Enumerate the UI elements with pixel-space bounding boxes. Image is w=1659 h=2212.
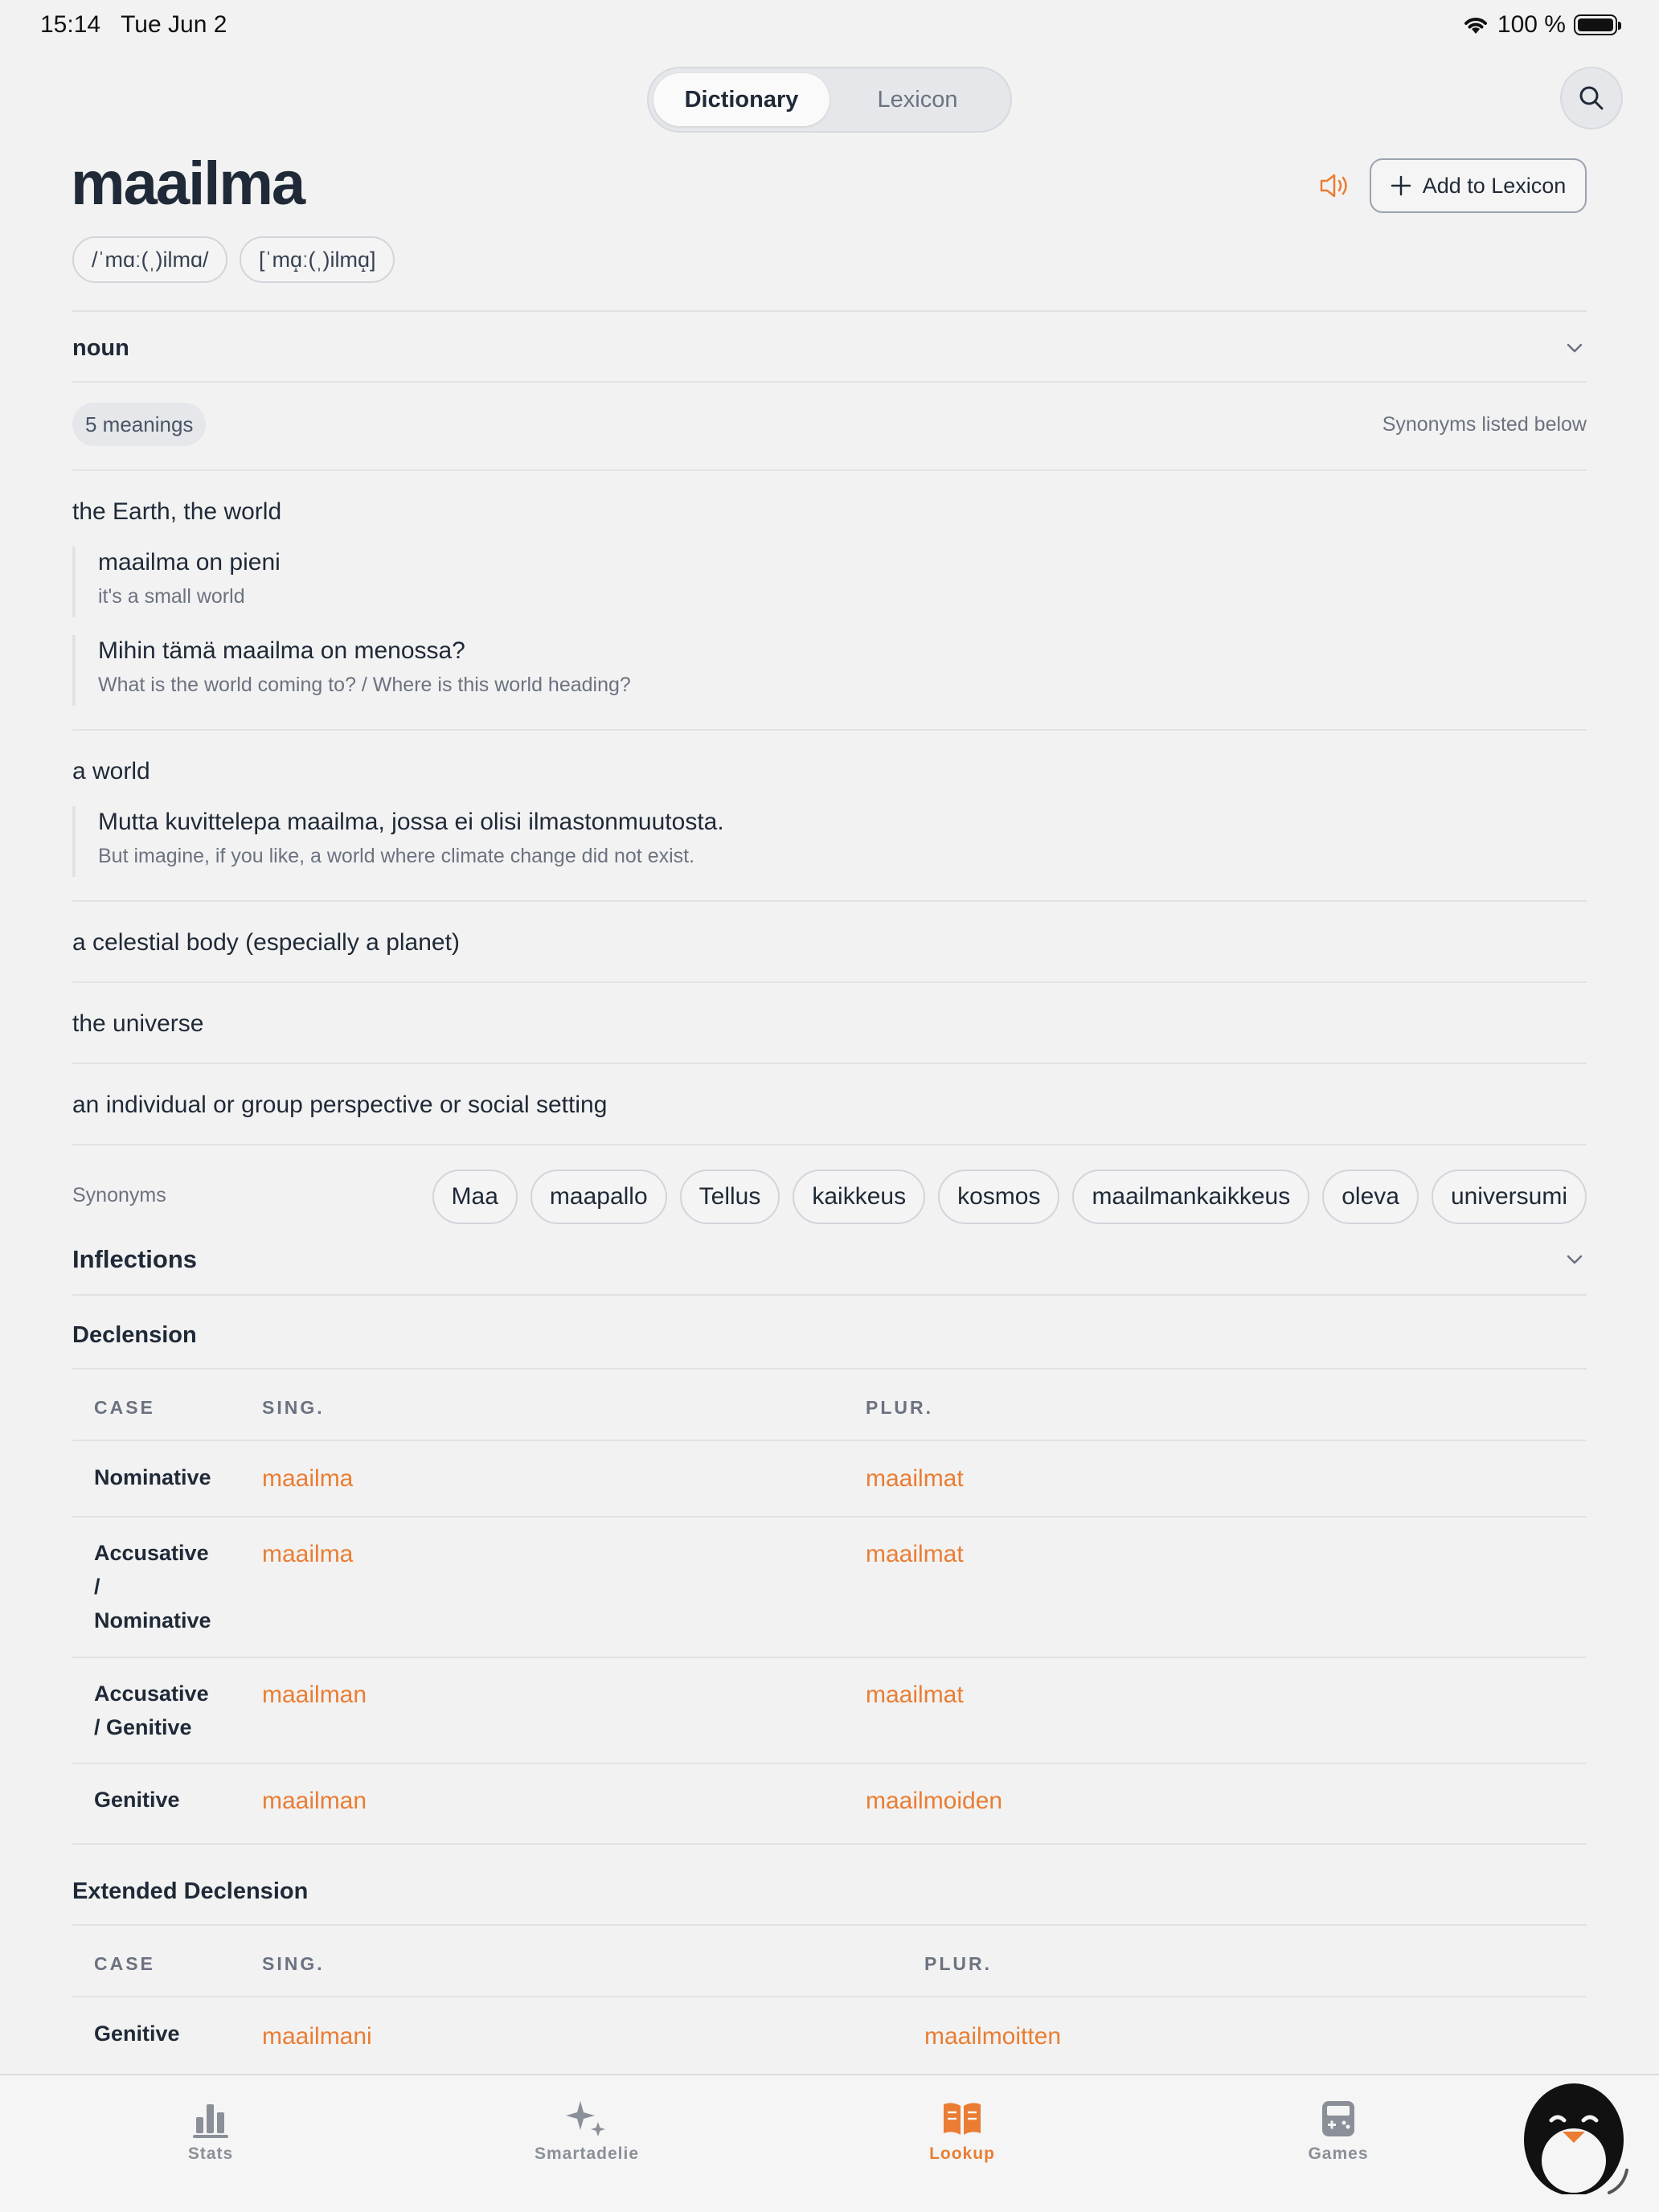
- battery-percent: 100 %: [1497, 11, 1566, 38]
- tab-lexicon[interactable]: Lexicon: [877, 86, 958, 113]
- divider: [72, 1144, 1587, 1145]
- divider: [72, 729, 1587, 731]
- singular-form[interactable]: maailma: [262, 1465, 354, 1492]
- pronunciation-phonemic[interactable]: /ˈmɑː(ˌ)ilmɑ/: [72, 236, 227, 283]
- example-finnish: Mutta kuvittelepa maailma, jossa ei olisi ilmastonmuutosta.: [98, 809, 724, 835]
- view-switcher: [647, 67, 1012, 133]
- search-icon: [1578, 84, 1605, 112]
- singular-form[interactable]: maailmani: [262, 2023, 372, 2050]
- divider: [72, 1996, 1587, 1997]
- example-english: But imagine, if you like, a world where climate change did not exist.: [98, 845, 695, 867]
- divider: [72, 1763, 1587, 1764]
- search-button[interactable]: [1560, 67, 1623, 129]
- add-to-lexicon-button[interactable]: [1370, 158, 1587, 213]
- add-button-label: Add to Lexicon: [1422, 173, 1567, 198]
- book-icon: [941, 2099, 983, 2138]
- divider: [72, 1294, 1587, 1296]
- column-header-plural: PLUR.: [866, 1397, 933, 1418]
- divider: [72, 981, 1587, 983]
- divider: [72, 310, 1587, 312]
- tab-lookup[interactable]: [866, 2099, 1059, 2164]
- example: [72, 635, 631, 706]
- plural-form[interactable]: maailmat: [866, 1541, 964, 1567]
- column-header-singular: SING.: [262, 1397, 325, 1418]
- synonym-chip[interactable]: Maa: [432, 1169, 518, 1224]
- column-header-singular: SING.: [262, 1953, 325, 1974]
- divider: [72, 1657, 1587, 1658]
- plus-icon: [1391, 175, 1411, 196]
- synonym-chip[interactable]: kaikkeus: [793, 1169, 925, 1224]
- declension-title: Declension: [72, 1322, 197, 1348]
- divider: [72, 900, 1587, 902]
- pronunciation-phonetic[interactable]: [ˈmɑ̝ː(ˌ)ilmɑ̝]: [240, 236, 395, 283]
- meaning-definition: an individual or group perspective or social setting: [72, 1092, 608, 1118]
- synonym-chip[interactable]: universumi: [1432, 1169, 1587, 1224]
- inflections-title: Inflections: [72, 1245, 198, 1273]
- headword: maailma: [71, 150, 305, 218]
- penguin-mascot-icon[interactable]: [1519, 2074, 1632, 2194]
- divider: [72, 1368, 1587, 1370]
- divider: [72, 1063, 1587, 1064]
- extended-declension-title: Extended Declension: [72, 1878, 309, 1904]
- synonyms-list: [432, 1169, 1587, 1224]
- chevron-down-icon: [1563, 1247, 1587, 1272]
- example-finnish: Mihin tämä maailma on menossa?: [98, 637, 465, 664]
- example: [72, 806, 724, 877]
- case-name: Genitive: [94, 1788, 180, 1812]
- example-english: What is the world coming to? / Where is this world heading?: [98, 674, 631, 696]
- tab-label: Stats: [187, 2144, 234, 2163]
- meaning-definition: a celestial body (especially a planet): [72, 929, 460, 956]
- bar-chart-icon: [190, 2099, 231, 2138]
- battery-icon: [1574, 14, 1617, 35]
- synonym-chip[interactable]: oleva: [1322, 1169, 1419, 1224]
- inflections-section-header[interactable]: [72, 1242, 1587, 1277]
- example: [72, 547, 281, 617]
- meaning-definition: a world: [72, 758, 150, 784]
- case-name: Accusative / Nominative: [94, 1541, 211, 1632]
- tab-label: Lookup: [929, 2144, 995, 2163]
- wifi-icon: [1462, 14, 1489, 35]
- status-indicators: [1462, 11, 1617, 39]
- case-name: Genitive: [94, 2022, 180, 2046]
- gamepad-icon: [1317, 2099, 1359, 2138]
- plural-form[interactable]: maailmoiden: [866, 1788, 1003, 1814]
- tab-games[interactable]: [1242, 2099, 1435, 2164]
- synonyms-label: Synonyms: [72, 1184, 166, 1206]
- divider: [72, 381, 1587, 383]
- case-name: Accusative / Genitive: [94, 1682, 209, 1739]
- plural-form[interactable]: maailmat: [866, 1682, 964, 1708]
- divider: [72, 1843, 1587, 1845]
- divider: [72, 469, 1587, 471]
- case-name: Nominative: [94, 1465, 211, 1489]
- example-english: it's a small world: [98, 585, 245, 608]
- divider: [72, 1440, 1587, 1441]
- meaning-definition: the universe: [72, 1010, 204, 1037]
- chevron-down-icon: [1563, 336, 1587, 360]
- synonym-chip[interactable]: Tellus: [680, 1169, 780, 1224]
- column-header-case: CASE: [94, 1953, 155, 1974]
- meaning-definition: the Earth, the world: [72, 498, 282, 525]
- tab-stats[interactable]: [114, 2099, 307, 2164]
- meanings-count-badge: 5 meanings: [72, 403, 206, 446]
- synonym-chip[interactable]: maapallo: [530, 1169, 667, 1224]
- synonym-chip[interactable]: kosmos: [938, 1169, 1059, 1224]
- singular-form[interactable]: maailma: [262, 1541, 354, 1567]
- pos-section-header[interactable]: [72, 331, 1587, 365]
- tab-label: Smartadelie: [534, 2144, 640, 2163]
- part-of-speech: noun: [72, 334, 129, 361]
- synonyms-note: Synonyms listed below: [1382, 413, 1587, 436]
- singular-form[interactable]: maailman: [262, 1788, 367, 1814]
- column-header-plural: PLUR.: [924, 1953, 992, 1974]
- tab-dictionary[interactable]: Dictionary: [653, 73, 830, 126]
- tab-smartadelie[interactable]: [490, 2099, 683, 2164]
- status-time: 15:14 Tue Jun 2: [40, 11, 227, 38]
- plural-form[interactable]: maailmoitten: [924, 2023, 1062, 2050]
- example-finnish: maailma on pieni: [98, 549, 281, 576]
- synonym-chip[interactable]: maailmankaikkeus: [1072, 1169, 1309, 1224]
- tab-label: Games: [1308, 2144, 1369, 2163]
- column-header-case: CASE: [94, 1397, 155, 1418]
- sparkles-icon: [566, 2099, 608, 2138]
- plural-form[interactable]: maailmat: [866, 1465, 964, 1492]
- speaker-icon[interactable]: [1318, 172, 1350, 199]
- divider: [72, 1516, 1587, 1518]
- singular-form[interactable]: maailman: [262, 1682, 367, 1708]
- divider: [72, 1924, 1587, 1926]
